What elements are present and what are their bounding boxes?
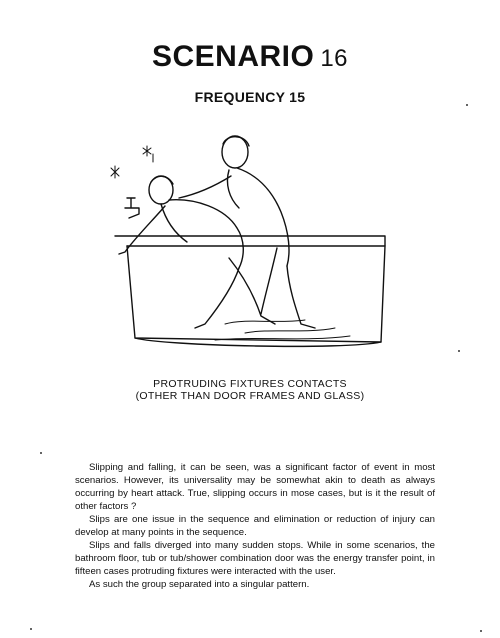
tub-rim [115, 236, 385, 246]
faucet [125, 198, 139, 218]
standing-person-body [237, 168, 289, 266]
falling-person-legs [195, 258, 275, 328]
body-text [75, 461, 435, 591]
title-text: SCENARIO [151, 40, 315, 73]
paragraph-1: Slipping and falling, it can be seen, was a significant factor of event in most scenarios. However, its universality may be somewhat akin to death as always occurring by heart attack. True, slipping occurs in mose cases, but is it the result of other factors ? [75, 462, 435, 512]
title-number: 16 [320, 45, 349, 72]
water-ripples [215, 320, 350, 340]
impact-stars [111, 146, 153, 178]
scan-speck [480, 630, 482, 632]
standing-person-arm [179, 176, 231, 198]
scenario-title [0, 40, 500, 74]
scan-speck [40, 452, 42, 454]
frequency-label: FREQUENCY 15 [194, 89, 306, 105]
scan-speck [30, 628, 32, 630]
standing-person-head [222, 136, 248, 168]
figure-caption [0, 378, 500, 402]
falling-person-arm [119, 206, 165, 254]
caption-line-1: PROTRUDING FIXTURES CONTACTS [153, 378, 347, 390]
tub-front [127, 246, 385, 342]
slip-fall-illustration [105, 128, 395, 363]
paragraph-2: Slips are one issue in the sequence and elimination or reduction of injury can develop at many points in the sequence. [75, 514, 435, 538]
scan-speck [458, 350, 460, 352]
paragraph-3: Slips and falls diverged into many sudden stops. While in some scenarios, the bathroom floor, tub or tub/shower combination door was the energy transfer point, in fifteen cases protruding fixtures were interacted with the user. [75, 540, 435, 577]
paragraph-4: As such the group separated into a singular pattern. [89, 579, 310, 590]
scan-speck [466, 104, 468, 106]
falling-person-body [169, 200, 243, 268]
caption-line-2: (OTHER THAN DOOR FRAMES AND GLASS) [135, 390, 365, 402]
